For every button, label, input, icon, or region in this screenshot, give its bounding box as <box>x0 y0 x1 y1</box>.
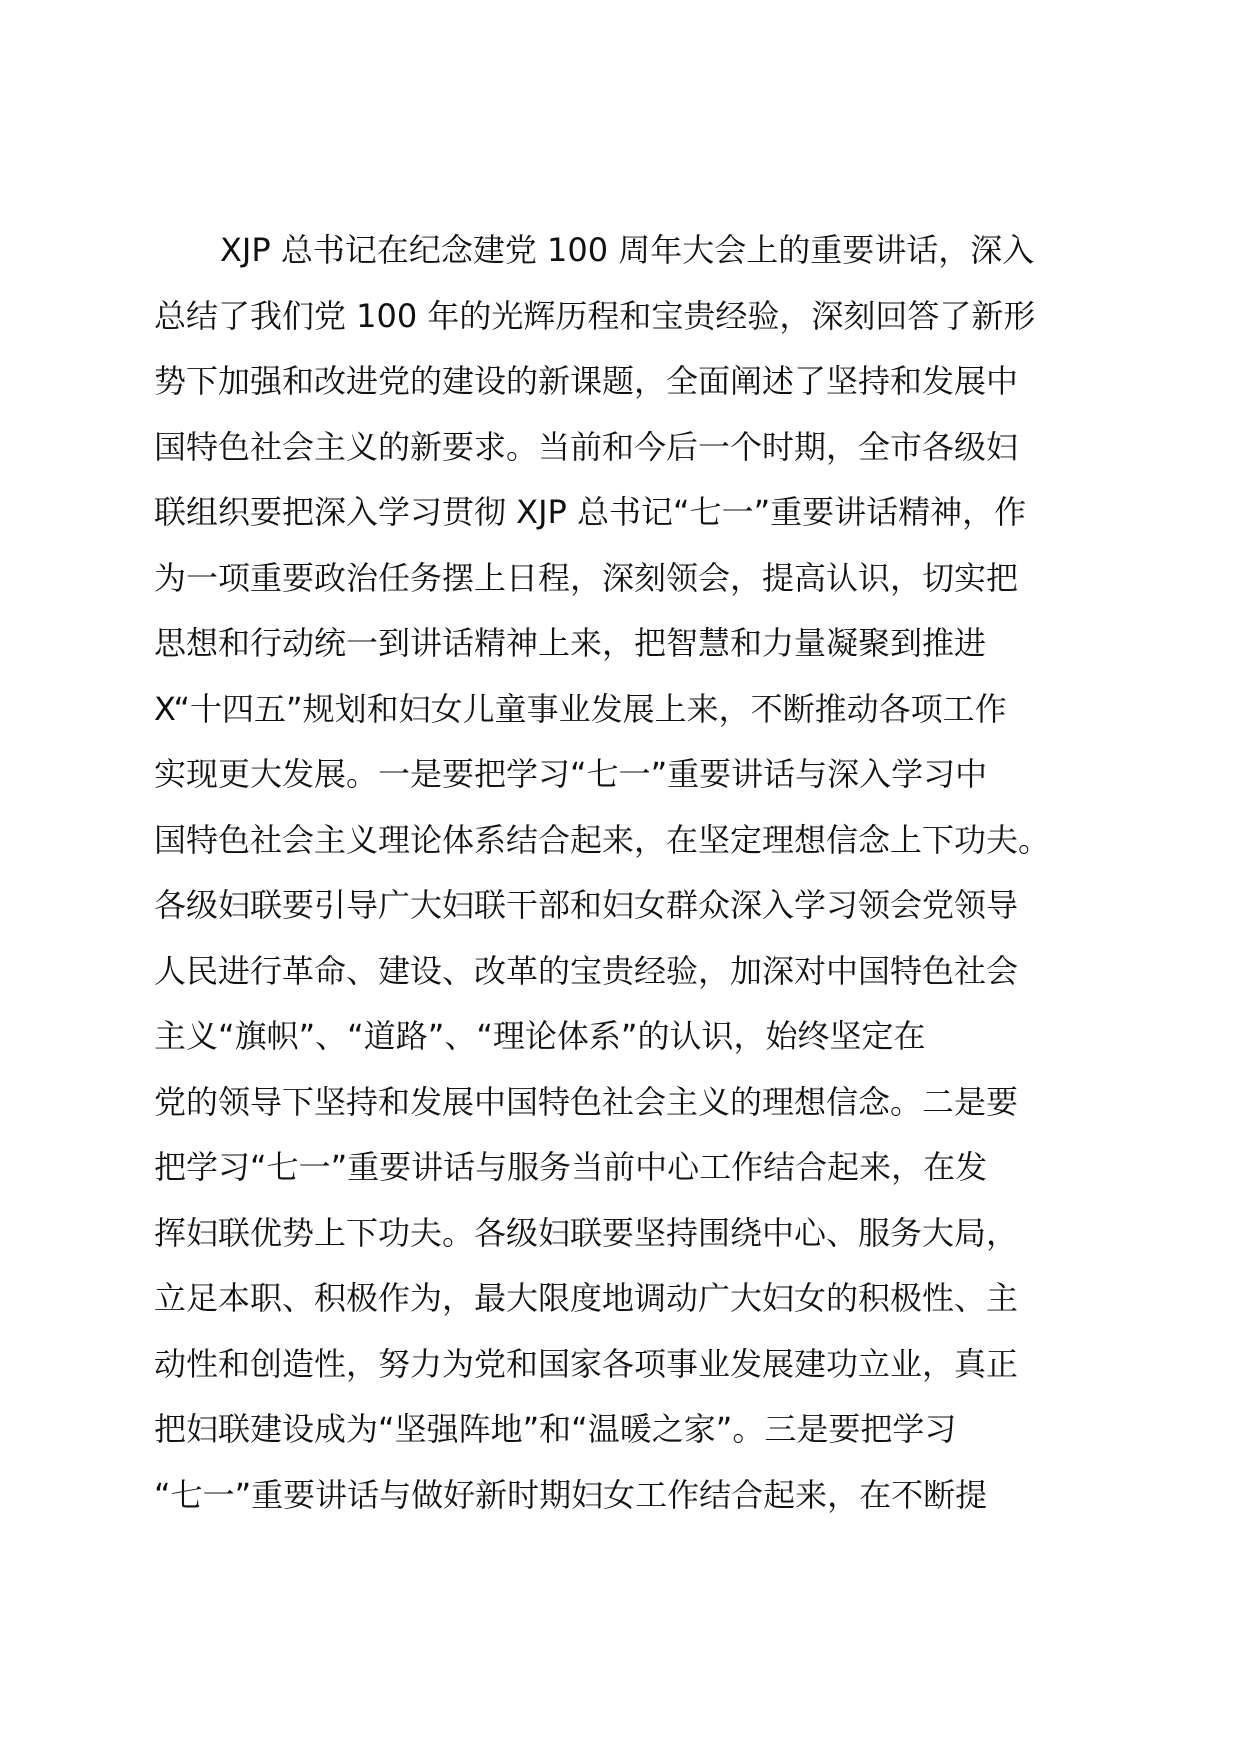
paragraph-line: 国特色社会主义的新要求。当前和今后一个时期，全市各级妇 <box>154 427 1019 466</box>
paragraph-line: 主义“旗帜”、“道路”、“理论体系”的认识，始终坚定在 <box>154 1017 926 1055</box>
body-paragraph <box>154 218 1094 1528</box>
paragraph-line: 国特色社会主义理论体系结合起来，在坚定理想信念上下功夫。 <box>154 820 1051 859</box>
paragraph-line: 挥妇联优势上下功夫。各级妇联要坚持围绕中心、服务大局， <box>154 1213 1019 1252</box>
paragraph-line: 实现更大发展。一是要把学习“七一”重要讲话与深入学习中 <box>154 755 988 793</box>
paragraph-line: 联组织要把深入学习贯彻 XJP 总书记“七一”重要讲话精神，作 <box>154 493 1027 531</box>
paragraph-line: 势下加强和改进党的建设的新课题，全面阐述了坚持和发展中 <box>154 362 1019 400</box>
paragraph-line: XJP 总书记在纪念建党 100 周年大会上的重要讲话，深入 <box>220 231 1035 269</box>
paragraph-line: 党的领导下坚持和发展中国特色社会主义的理想信念。二是要 <box>154 1082 1019 1121</box>
paragraph-line: 立足本职、积极作为，最大限度地调动广大妇女的积极性、主 <box>154 1279 1019 1317</box>
paragraph-line: 各级妇联要引导广大妇联干部和妇女群众深入学习领会党领导 <box>154 886 1019 924</box>
paragraph-line: 为一项重要政治任务摆上日程，深刻领会，提高认识，切实把 <box>154 558 1019 597</box>
paragraph-line: “七一”重要讲话与做好新时期妇女工作结合起来，在不断提 <box>154 1475 988 1514</box>
paragraph-line: 把学习“七一”重要讲话与服务当前中心工作结合起来，在发 <box>154 1148 988 1186</box>
paragraph-line: 总结了我们党 100 年的光辉历程和宝贵经验，深刻回答了新形 <box>154 296 1036 335</box>
paragraph-line: X“十四五”规划和妇女儿童事业发展上来，不断推动各项工作 <box>154 689 1007 728</box>
paragraph-line: 动性和创造性，努力为党和国家各项事业发展建功立业，真正 <box>154 1344 1019 1383</box>
paragraph-line: 人民进行革命、建设、改革的宝贵经验，加深对中国特色社会 <box>154 951 1019 990</box>
paragraph-line: 思想和行动统一到讲话精神上来，把智慧和力量凝聚到推进 <box>154 624 987 662</box>
paragraph-line: 把妇联建设成为“坚强阵地”和“温暖之家”。三是要把学习 <box>154 1410 957 1448</box>
